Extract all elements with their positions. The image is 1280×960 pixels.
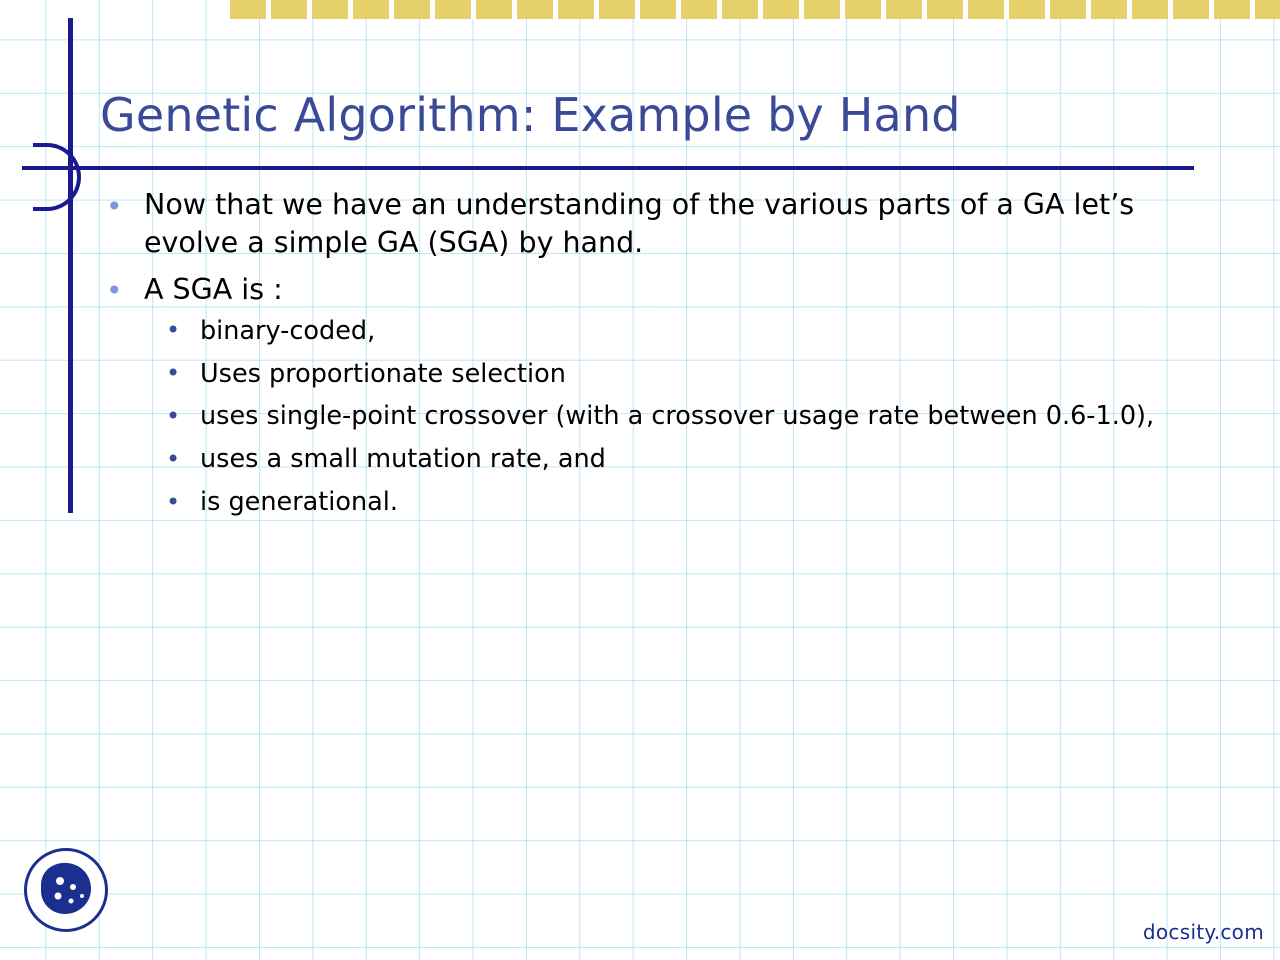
sub-bullet-icon: • [166, 444, 181, 473]
docsity-logo-icon [24, 848, 108, 932]
list-item [98, 271, 1218, 520]
sub-bullet-icon: • [166, 316, 181, 345]
list-item [144, 315, 1218, 349]
list-item [144, 486, 1218, 520]
list-item-text: binary-coded, [200, 315, 376, 346]
sub-bullet-icon: • [166, 402, 181, 431]
top-decorative-band [230, 0, 1280, 19]
page-title: Genetic Algorithm: Example by Hand [100, 88, 961, 142]
vertical-rule [68, 18, 73, 513]
list-item-text: Uses proportionate selection [200, 358, 566, 389]
list-item-text: uses single-point crossover (with a crossover usage rate between 0.6-1.0), [200, 401, 1155, 432]
list-item-text: A SGA is : [144, 272, 283, 306]
list-item [144, 443, 1218, 477]
watermark: docsity.com [1142, 920, 1264, 944]
list-item-text: uses a small mutation rate, and [200, 444, 606, 475]
sub-bullet-icon: • [166, 487, 181, 516]
bullet-icon: • [106, 274, 123, 308]
sub-bullet-icon: • [166, 359, 181, 388]
list-item-text: is generational. [200, 487, 398, 518]
horizontal-rule [22, 166, 1194, 170]
list-item [98, 186, 1218, 262]
list-item [144, 358, 1218, 392]
rule-hook-decoration [33, 143, 81, 211]
bullet-list [98, 186, 1218, 520]
sub-bullet-list [144, 315, 1218, 521]
bullet-icon: • [106, 189, 123, 223]
list-item [144, 400, 1218, 434]
slide-content [98, 186, 1218, 529]
list-item-text: Now that we have an understanding of the various parts of a GA let’s evolve a simple GA (SGA) by hand. [144, 188, 1135, 259]
